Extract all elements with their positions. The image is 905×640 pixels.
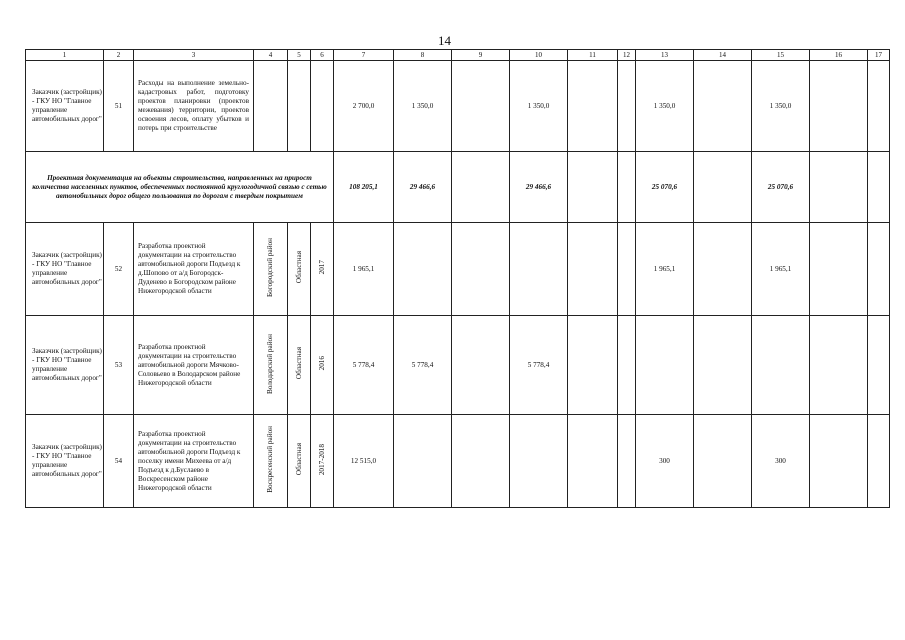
row-number: 51 <box>104 61 134 152</box>
col-header: 6 <box>311 50 334 61</box>
value-cell: 29 466,6 <box>394 152 452 223</box>
value-cell <box>694 152 752 223</box>
year-label: 2016 <box>317 356 326 371</box>
section-row <box>26 152 890 223</box>
value-cell <box>618 316 636 415</box>
district-cell <box>254 415 288 508</box>
col-header: 12 <box>618 50 636 61</box>
col-header: 13 <box>636 50 694 61</box>
customer-cell: Заказчик (застройщик) - ГКУ НО "Главное управление автомобильных дорог" <box>26 415 104 508</box>
description-cell: Разработка проектной документации на строительство автомобильной дороги Подъезд к поселку имени Михеева от а/д Подъезд к д.Буслаево в Воскресенском районе Нижегородской области <box>134 415 254 508</box>
value-cell <box>452 61 510 152</box>
section-title: Проектная документация на объекты строительства, направленных на прирост количества населенных пунктов, обеспеченных постоянной круглогодичной связью с сетью автомобильных дорог общего пользования по дорогам с твердым покрытием <box>26 152 334 223</box>
value-cell: 29 466,6 <box>510 152 568 223</box>
value-cell <box>868 61 890 152</box>
value-cell: 1 350,0 <box>394 61 452 152</box>
value-cell <box>810 152 868 223</box>
col-header: 9 <box>452 50 510 61</box>
value-cell <box>568 152 618 223</box>
table-row <box>26 415 890 508</box>
row-number: 54 <box>104 415 134 508</box>
year-cell <box>311 415 334 508</box>
value-cell <box>810 61 868 152</box>
value-cell <box>618 152 636 223</box>
value-cell <box>394 223 452 316</box>
value-cell <box>810 316 868 415</box>
row-number: 53 <box>104 316 134 415</box>
col-header: 1 <box>26 50 104 61</box>
district-cell <box>254 223 288 316</box>
value-cell: 25 070,6 <box>752 152 810 223</box>
district-cell <box>254 316 288 415</box>
value-cell: 25 070,6 <box>636 152 694 223</box>
customer-cell: Заказчик (застройщик) - ГКУ НО "Главное управление автомобильных дорог" <box>26 61 104 152</box>
col-header: 8 <box>394 50 452 61</box>
description-cell: Расходы на выполнение земельно-кадастровых работ, подготовку проектов планировки (проектов межевания) территории, проектов освоения лесов, оплату убытков и потерь при строительстве <box>134 61 254 152</box>
value-cell <box>694 223 752 316</box>
value-cell <box>636 316 694 415</box>
value-cell: 1 965,1 <box>636 223 694 316</box>
value-cell <box>694 61 752 152</box>
year-cell <box>311 316 334 415</box>
budget-table <box>25 49 890 508</box>
ownership-label: Областная <box>294 347 303 380</box>
value-cell <box>568 415 618 508</box>
col-header: 17 <box>868 50 890 61</box>
ownership-cell <box>288 223 311 316</box>
ownership-cell <box>288 415 311 508</box>
description-cell: Разработка проектной документации на строительство автомобильной дороги Мячково-Соловьево в Володарском районе Нижегородской области <box>134 316 254 415</box>
value-cell <box>868 415 890 508</box>
value-cell <box>868 316 890 415</box>
value-cell <box>568 316 618 415</box>
col-header: 10 <box>510 50 568 61</box>
year-label: 2017-2018 <box>317 443 326 476</box>
value-cell: 1 965,1 <box>752 223 810 316</box>
value-cell <box>510 223 568 316</box>
col-header: 4 <box>254 50 288 61</box>
col-header: 5 <box>288 50 311 61</box>
value-cell <box>868 223 890 316</box>
value-cell <box>752 316 810 415</box>
year-label: 2017 <box>317 260 326 275</box>
customer-cell: Заказчик (застройщик) - ГКУ НО "Главное управление автомобильных дорог" <box>26 316 104 415</box>
value-cell: 300 <box>636 415 694 508</box>
value-cell <box>694 316 752 415</box>
description-cell: Разработка проектной документации на строительство автомобильной дороги Подъезд к д.Шопово от а/д Богородск-Дуденево в Богородском районе Нижегородской области <box>134 223 254 316</box>
table-row <box>26 61 890 152</box>
value-cell: 108 205,1 <box>334 152 394 223</box>
ownership-cell <box>288 316 311 415</box>
table-row <box>26 223 890 316</box>
value-cell: 12 515,0 <box>334 415 394 508</box>
value-cell <box>868 152 890 223</box>
page-number: 14 <box>438 33 451 48</box>
value-cell <box>452 223 510 316</box>
value-cell <box>568 61 618 152</box>
value-cell: 300 <box>752 415 810 508</box>
value-cell <box>618 61 636 152</box>
value-cell <box>452 316 510 415</box>
col-header: 14 <box>694 50 752 61</box>
value-cell <box>452 415 510 508</box>
value-cell: 2 700,0 <box>334 61 394 152</box>
table-row <box>26 316 890 415</box>
value-cell <box>810 223 868 316</box>
col-header: 7 <box>334 50 394 61</box>
value-cell: 5 778,4 <box>510 316 568 415</box>
ownership-cell <box>288 61 311 152</box>
value-cell: 1 965,1 <box>334 223 394 316</box>
value-cell <box>452 152 510 223</box>
col-header: 11 <box>568 50 618 61</box>
district-label: Володарский район <box>266 333 274 394</box>
column-number-row <box>26 50 890 61</box>
col-header: 2 <box>104 50 134 61</box>
col-header: 3 <box>134 50 254 61</box>
value-cell <box>810 415 868 508</box>
district-label: Богородский район <box>266 238 274 297</box>
ownership-label: Областная <box>294 443 303 476</box>
value-cell: 5 778,4 <box>334 316 394 415</box>
value-cell <box>394 415 452 508</box>
row-number: 52 <box>104 223 134 316</box>
value-cell <box>694 415 752 508</box>
value-cell: 5 778,4 <box>394 316 452 415</box>
value-cell: 1 350,0 <box>752 61 810 152</box>
value-cell <box>618 223 636 316</box>
customer-cell: Заказчик (застройщик) - ГКУ НО "Главное управление автомобильных дорог" <box>26 223 104 316</box>
value-cell: 1 350,0 <box>510 61 568 152</box>
value-cell <box>618 415 636 508</box>
district-label: Воскресенский район <box>266 426 274 493</box>
col-header: 16 <box>810 50 868 61</box>
value-cell: 1 350,0 <box>636 61 694 152</box>
year-cell <box>311 61 334 152</box>
district-cell <box>254 61 288 152</box>
value-cell <box>510 415 568 508</box>
col-header: 15 <box>752 50 810 61</box>
value-cell <box>568 223 618 316</box>
ownership-label: Областная <box>294 251 303 284</box>
year-cell <box>311 223 334 316</box>
